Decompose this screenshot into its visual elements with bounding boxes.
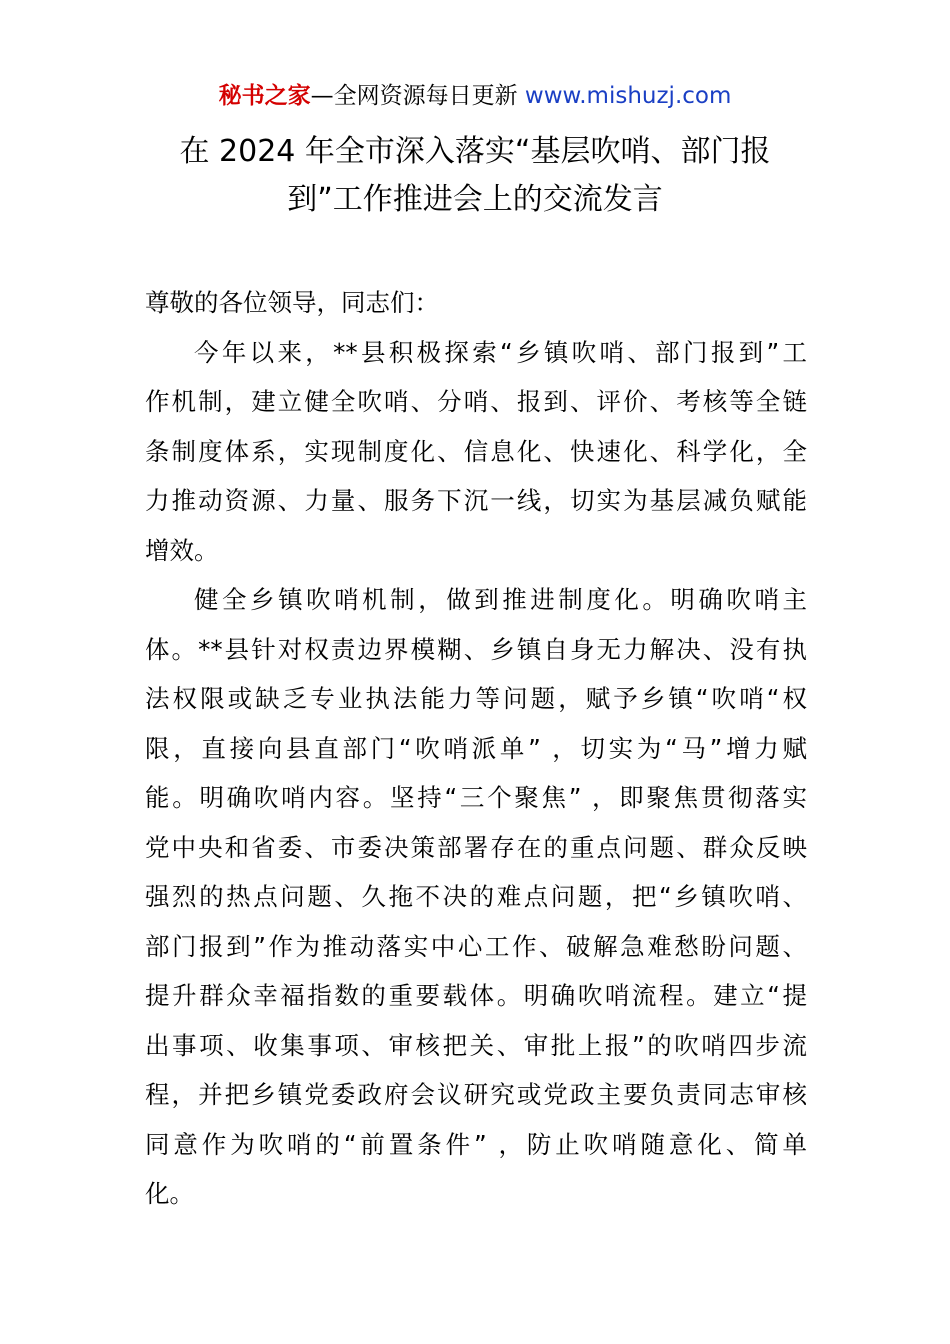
paragraph-line: 能。明确吹哨内容。坚持“三个聚焦” ，即聚焦贯彻落实 <box>145 783 807 812</box>
paragraph-line: 今年以来，**县积极探索“乡镇吹哨、部门报到”工 <box>194 337 807 367</box>
site-tagline: —全网资源每日更新 <box>310 83 518 109</box>
document-body <box>145 278 807 1219</box>
paragraph-line: 化。 <box>145 1179 194 1208</box>
paragraph-line: 增效。 <box>145 535 219 565</box>
site-header <box>0 80 950 112</box>
paragraph-line: 健全乡镇吹哨机制，做到推进制度化。明确吹哨主 <box>194 585 807 614</box>
paragraph-line: 党中央和省委、市委决策部署存在的重点问题、群众反映 <box>145 832 807 862</box>
site-name: 秘书之家 <box>218 83 311 109</box>
paragraph-2 <box>145 575 807 1219</box>
paragraph-line: 部门报到”作为推动落实中心工作、破解急难愁盼问题、 <box>145 931 807 961</box>
paragraph-line: 作机制，建立健全吹哨、分哨、报到、评价、考核等全链 <box>145 387 807 416</box>
paragraph-line: 体。**县针对权责边界模糊、乡镇自身无力解决、没有执 <box>145 634 807 664</box>
title-line-1: 在 2024 年全市深入落实“基层吹哨、部门报 <box>179 134 771 169</box>
paragraph-line: 程，并把乡镇党委政府会议研究或党政主要负责同志审核 <box>145 1080 807 1109</box>
paragraph-line: 强烈的热点问题、久拖不决的难点问题，把“乡镇吹哨、 <box>145 882 807 911</box>
paragraph-line: 法权限或缺乏专业执法能力等问题，赋予乡镇“吹哨“权 <box>145 684 807 713</box>
paragraph-line: 提升群众幸福指数的重要载体。明确吹哨流程。建立“提 <box>145 981 807 1010</box>
paragraph-line: 同意作为吹哨的“前置条件” ，防止吹哨随意化、简单 <box>145 1129 807 1159</box>
paragraph-line: 力推动资源、力量、服务下沉一线，切实为基层减负赋能 <box>145 486 807 515</box>
paragraph-line: 条制度体系，实现制度化、信息化、快速化、科学化，全 <box>145 436 807 466</box>
title-line-2: 到”工作推进会上的交流发言 <box>287 182 663 217</box>
paragraph-line: 出事项、收集事项、审核把关、审批上报”的吹哨四步流 <box>145 1030 807 1060</box>
paragraph-line: 限，直接向县直部门“吹哨派单” ，切实为“马”增力赋 <box>145 733 807 763</box>
paragraph-1 <box>145 328 807 576</box>
site-url-link[interactable]: www.mishuzj.com <box>524 83 732 109</box>
document-title <box>145 128 805 224</box>
salutation: 尊敬的各位领导，同志们： <box>145 288 439 317</box>
